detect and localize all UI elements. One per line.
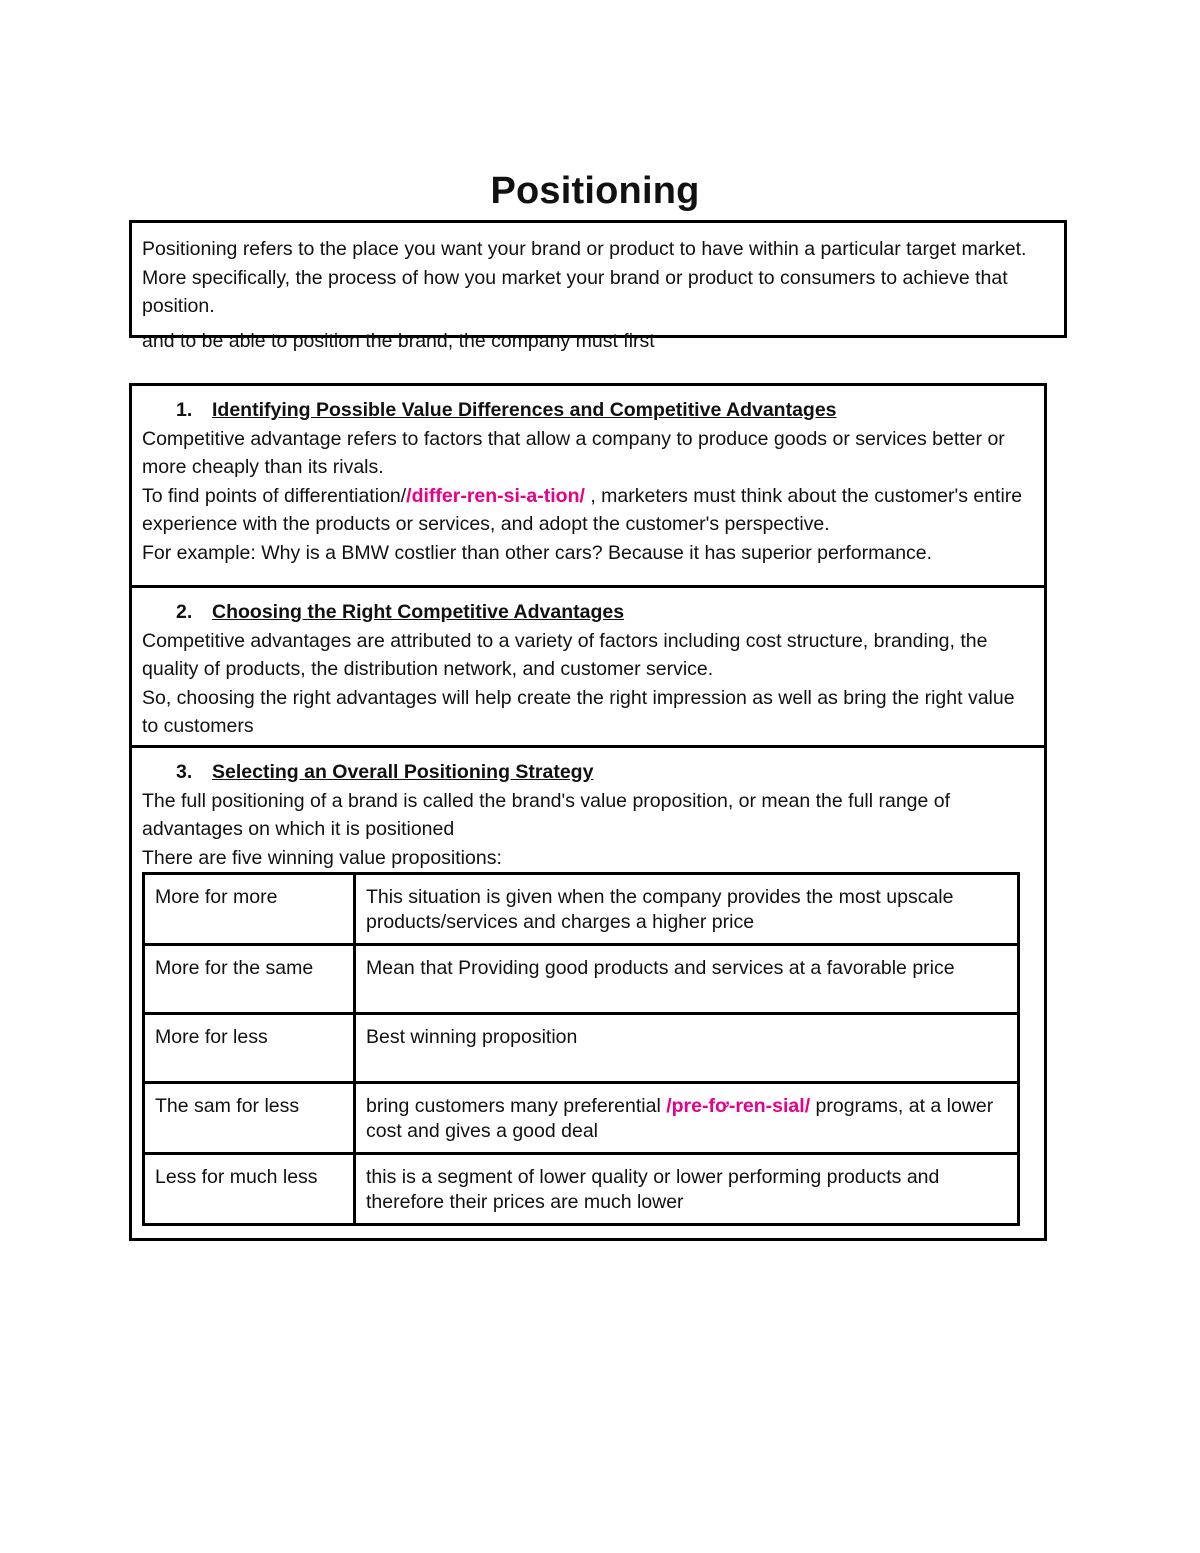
page-title: Positioning — [490, 170, 700, 212]
step-paragraph: Competitive advantages are attributed to a variety of factors including cost structure, branding, the quality of products, the distribution network, and customer service. — [142, 629, 988, 680]
step-number: 3. — [176, 761, 193, 783]
step-paragraph: The full positioning of a brand is called the brand's value proposition, or mean the full range of advantages on which it is positioned — [142, 789, 951, 840]
step-2 — [132, 585, 1044, 745]
table-cell: More for the same — [144, 945, 355, 1014]
step-title: Selecting an Overall Positioning Strategy — [212, 761, 594, 783]
step-heading — [142, 758, 1034, 787]
table-cell: this is a segment of lower quality or lower performing products and therefore their prices are much lower — [355, 1154, 1019, 1225]
step-paragraph: There are five winning value propositions: — [142, 846, 502, 869]
table-cell: More for more — [144, 874, 355, 945]
step-title: Identifying Possible Value Differences and Competitive Advantages — [212, 399, 837, 421]
table-cell: More for less — [144, 1014, 355, 1083]
step-title: Choosing the Right Competitive Advantages — [212, 601, 625, 623]
step-paragraph: So, choosing the right advantages will help create the right impression as well as bring the right value to customers — [142, 686, 1015, 737]
step-number: 1. — [176, 399, 193, 421]
text-run: programs, at a lower cost and gives a good deal — [366, 1095, 994, 1142]
step-paragraph — [142, 482, 1034, 539]
step-heading — [142, 598, 1034, 627]
text-run: To find points of differentiation/ — [142, 484, 407, 507]
table-row — [144, 1083, 1019, 1154]
table-row — [144, 1154, 1019, 1225]
table-row — [144, 945, 1019, 1014]
table-cell — [355, 1083, 1019, 1154]
text-run: , marketers must think about the customer's entire experience with the products or services, and adopt the customer's perspective. — [142, 484, 1023, 535]
text-run: bring customers many preferential — [366, 1095, 667, 1117]
table-cell: Mean that Providing good products and services at a favorable price — [355, 945, 1019, 1014]
lead-sentence: and to be able to position the brand, the company must first — [142, 330, 655, 352]
table-row — [144, 874, 1019, 945]
step-heading — [142, 396, 1034, 425]
table-cell: This situation is given when the company provides the most upscale products/services and charges a higher price — [355, 874, 1019, 945]
pronunciation: /pre-fơ-ren-sial/ — [666, 1095, 811, 1117]
step-1 — [132, 386, 1044, 585]
steps-table — [129, 383, 1047, 1241]
definition-box — [129, 220, 1067, 338]
definition-text: Positioning refers to the place you want your brand or product to have within a particular target market. More specifically, the process of how you market your brand or product to consumers to achieve that position. — [142, 238, 1027, 317]
pronunciation: /differ-ren-si-a-tion/ — [406, 484, 585, 507]
step-3 — [132, 745, 1044, 1238]
value-propositions-table — [142, 872, 1020, 1226]
table-cell: Less for much less — [144, 1154, 355, 1225]
step-number: 2. — [176, 601, 193, 623]
table-row — [144, 1014, 1019, 1083]
table-cell: The sam for less — [144, 1083, 355, 1154]
table-cell: Best winning proposition — [355, 1014, 1019, 1083]
step-paragraph: For example: Why is a BMW costlier than other cars? Because it has superior performance. — [142, 541, 933, 564]
step-paragraph: Competitive advantage refers to factors that allow a company to produce goods or services better or more cheaply than its rivals. — [142, 427, 1005, 478]
